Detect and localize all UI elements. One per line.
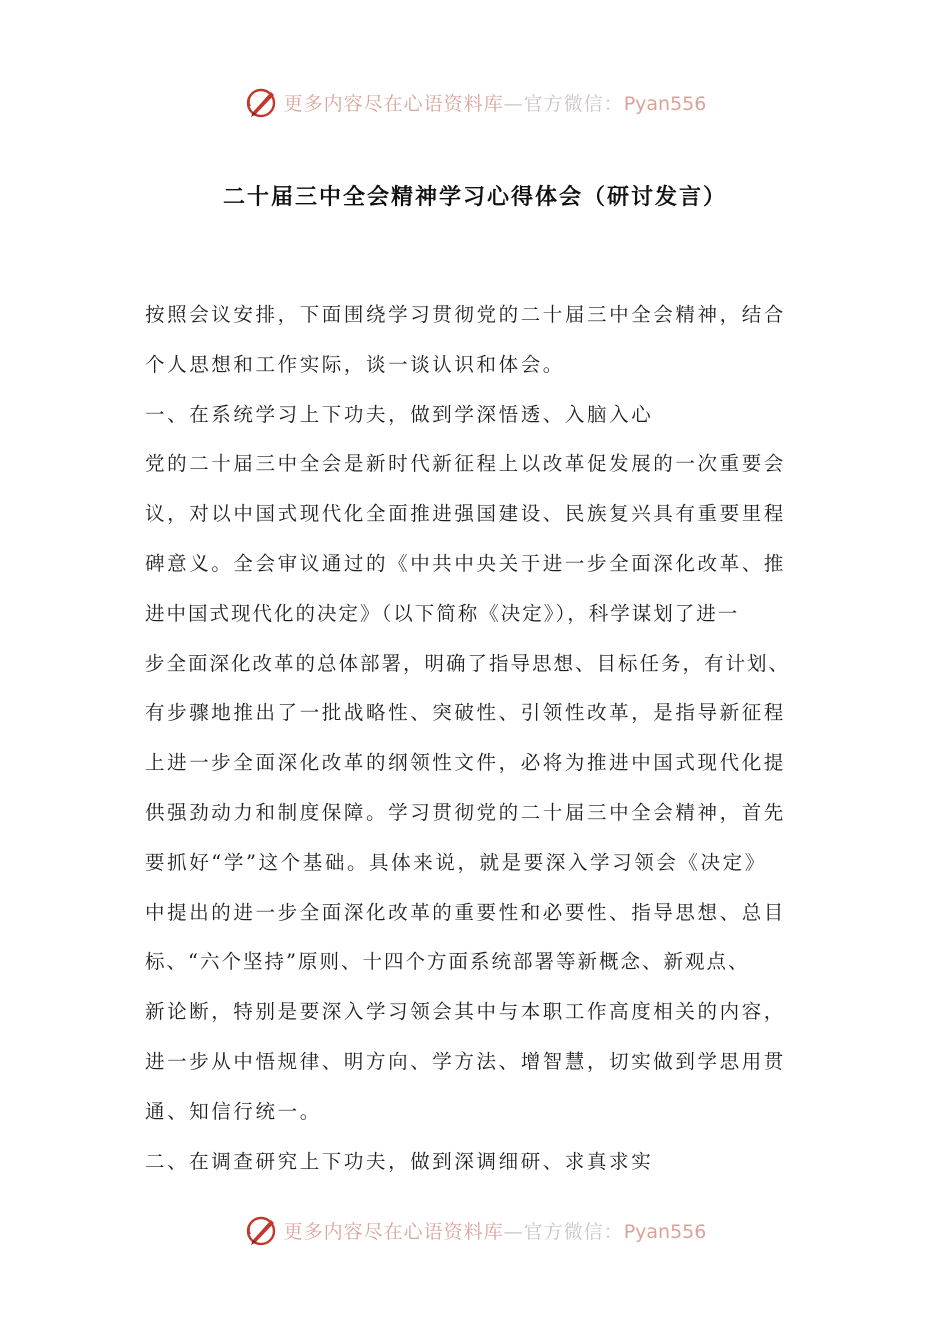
body-line: 有步骤地推出了一批战略性、突破性、引领性改革，是指导新征程 [145,701,786,725]
footer-wechat-label: 官方微信： [523,1220,624,1243]
header-brand-text: 更多内容尽在心语资料库 [283,92,504,115]
body-line: 进中国式现代化的决定》（以下简称《决定》），科学谋划了进一 [145,601,740,625]
header-watermark-banner [0,82,950,122]
header-wechat-id: Pyan556 [623,92,707,115]
body-line: 中提出的进一步全面深化改革的重要性和必要性、指导思想、总目 [145,900,786,924]
section-heading-1: 一、在系统学习上下功夫，做到学深悟透、入脑入心 [145,402,654,426]
footer-wechat-id: Pyan556 [623,1220,707,1243]
body-line: 供强劲动力和制度保障。学习贯彻党的二十届三中全会精神，首先 [145,800,786,824]
document-body [145,290,835,1186]
body-line: 上进一步全面深化改革的纲领性文件，必将为推进中国式现代化提 [145,751,786,775]
body-line: 按照会议安排，下面围绕学习贯彻党的二十届三中全会精神，结合 [145,303,786,326]
footer-watermark-text [284,1217,707,1244]
section-heading-2: 二、在调查研究上下功夫，做到深调细研、求真求实 [145,1149,654,1173]
header-dash: — [503,92,524,115]
body-line: 进一步从中悟规律、明方向、学方法、增智慧，切实做到学思用贯 [145,1049,786,1073]
pen-logo-icon [244,84,280,120]
pen-logo-icon [244,1212,280,1248]
body-line: 新论断，特别是要深入学习领会其中与本职工作高度相关的内容， [145,1000,786,1024]
header-watermark-text [284,89,707,116]
footer-dash: — [503,1220,524,1243]
body-line: 标、“六个坚持”原则、十四个方面系统部署等新概念、新观点、 [145,950,750,974]
body-line: 步全面深化改革的总体部署，明确了指导思想、目标任务，有计划、 [145,651,791,675]
footer-brand-text: 更多内容尽在心语资料库 [283,1220,504,1243]
body-line: 党的二十届三中全会是新时代新征程上以改革促发展的一次重要会 [145,452,786,476]
body-line: 议，对以中国式现代化全面推进强国建设、民族复兴具有重要里程 [145,502,786,526]
document-title: 二十届三中全会精神学习心得体会（研讨发言） [222,185,727,210]
header-wechat-label: 官方微信： [523,92,624,115]
body-line: 碑意义。全会审议通过的《中共中央关于进一步全面深化改革、推 [145,551,786,575]
body-line: 要抓好“学”这个基础。具体来说，就是要深入学习领会《决定》 [145,850,767,874]
body-line: 个人思想和工作实际，谈一谈认识和体会。 [145,352,565,376]
body-line: 通、知信行统一。 [145,1099,322,1123]
footer-watermark-banner [0,1210,950,1250]
